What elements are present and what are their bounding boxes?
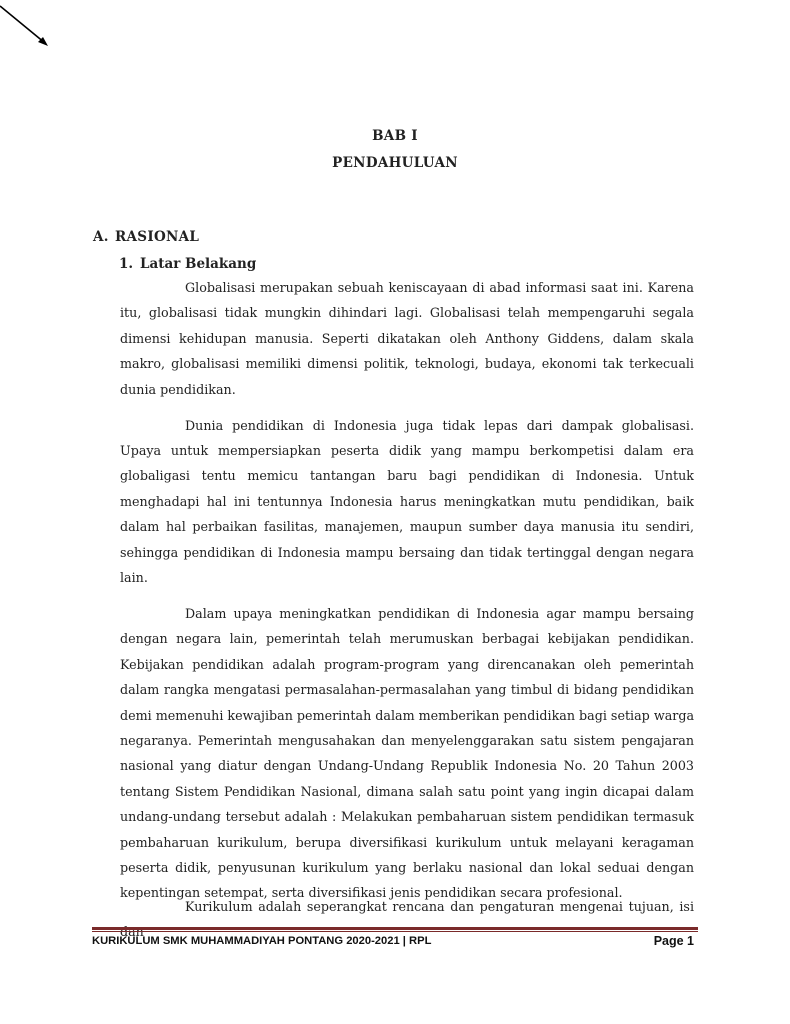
body-text [120, 275, 694, 916]
section-number: A. [93, 229, 109, 245]
paragraph: Dalam upaya meningkatkan pendidikan di Indonesia agar mampu bersaing dengan negara lain, pemerintah telah merumuskan berbagai kebijakan pendidikan. Kebijakan pendidikan adalah program-program yang direncanakan oleh pemerintah dalam rangka mengatasi permasalahan-permasalahan yang timbul di bidang pendidikan demi memenuhi kewajiban pemerintah dalam memberikan pendidikan bagi setiap warga negaranya. Pemerintah mengusahakan dan menyelenggarakan satu sistem pengajaran nasional yang diatur dengan Undang-Undang Republik Indonesia No. 20 Tahun 2003 tentang Sistem Pendidikan Nasional, dimana salah satu point yang ingin dicapai dalam undang-undang tersebut adalah : Melakukan pembaharuan sistem pendidikan termasuk pembaharuan kurikulum, berupa diversifikasi kurikulum untuk melayani keragaman peserta didik, penyusunan kurikulum yang berlaku nasional dan lokal seduai dengan kepentingan setempat, serta diversifikasi jenis pendidikan secara profesional. [120, 605, 695, 901]
section-heading [93, 229, 199, 245]
paragraph: Kurikulum adalah seperangkat rencana dan pengaturan mengenai tujuan, isi [185, 899, 694, 914]
section-title: RASIONAL [115, 229, 200, 245]
subsection-number: 1. [119, 256, 134, 272]
subsection-heading [119, 256, 256, 272]
arrow-icon [0, 0, 60, 60]
subsection-title: Latar Belakang [140, 256, 257, 272]
chapter-title: PENDAHULUAN [332, 155, 458, 171]
body-text-continued [120, 894, 694, 919]
chapter-number: BAB I [372, 128, 418, 144]
page-number: Page 1 [653, 934, 694, 948]
footer-rule-thick [92, 927, 698, 930]
paragraph: Globalisasi merupakan sebuah keniscayaan di abad informasi saat ini. Karena itu, globalisasi tidak mungkin dihindari lagi. Globalisasi telah mempengaruhi segala dimensi kehidupan manusia. Seperti dikatakan oleh Anthony Giddens, dalam skala makro, globalisasi memiliki dimensi politik, teknologi, budaya, ekonomi tak terkecuali dunia pendidikan. [120, 280, 694, 397]
footer-document-title: KURIKULUM SMK MUHAMMADIYAH PONTANG 2020-2021 | RPL [92, 935, 432, 947]
footer-rule-thin [92, 931, 698, 932]
paragraph: Dunia pendidikan di Indonesia juga tidak lepas dari dampak globalisasi. Upaya untuk mempersiapkan peserta didik yang mampu berkompetisi dalam era globaligasi tentu memicu tantangan baru bagi pendidikan di Indonesia. Untuk menghadapi hal ini tentunnya Indonesia harus meningkatkan mutu pendidikan, baik dalam hal perbaikan fasilitas, manajemen, maupun sumber daya manusia itu sendiri, sehingga pendidikan di Indonesia mampu bersaing dan tidak tertinggal dengan negara lain. [120, 417, 694, 585]
